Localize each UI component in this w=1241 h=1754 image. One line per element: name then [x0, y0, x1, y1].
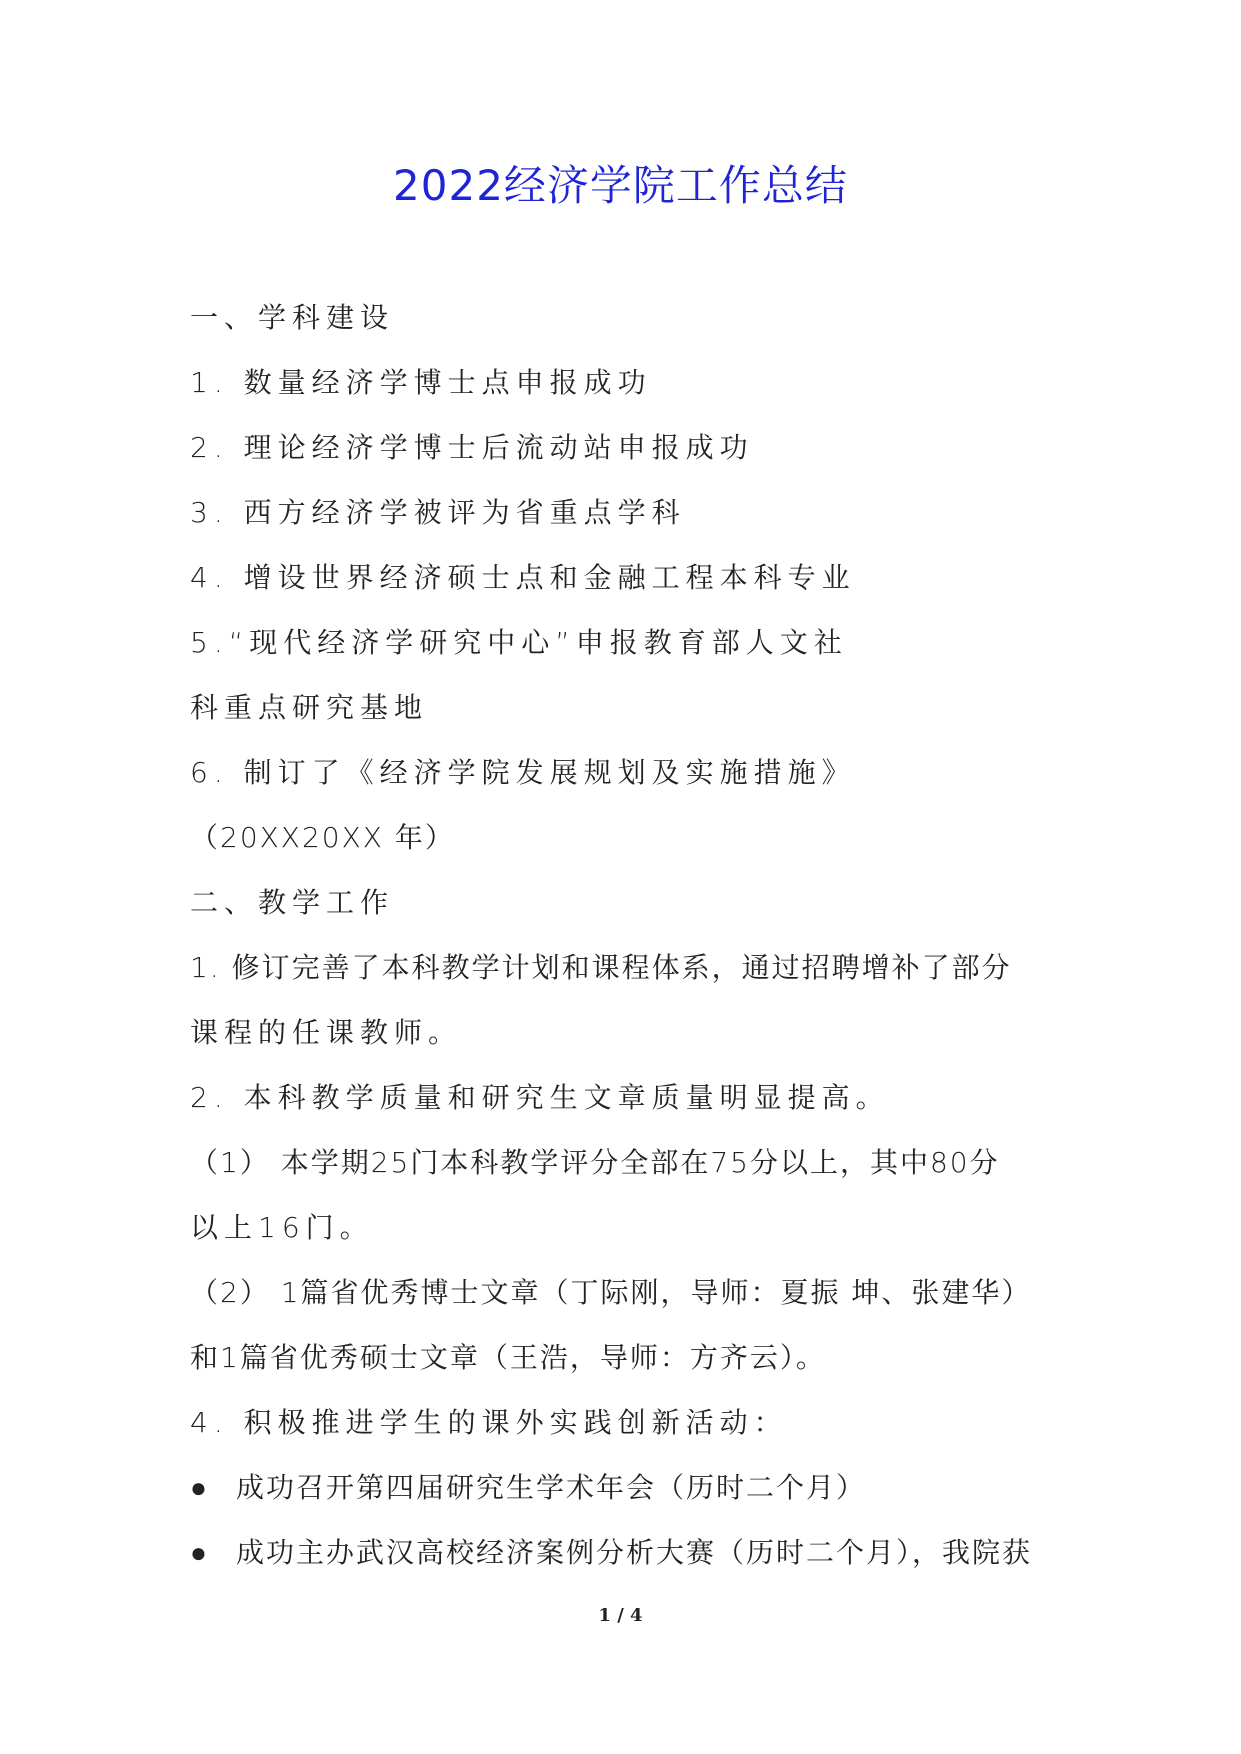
- paragraph-line: 2. 本科教学质量和研究生文章质量明显提高。: [190, 1081, 890, 1114]
- page-number: 1 / 4: [598, 1605, 643, 1626]
- paragraph-line: 课程的任课教师。: [190, 1016, 463, 1049]
- paragraph-line: 以上16门。: [190, 1211, 374, 1244]
- paragraph-line: （1） 本学期25门本科教学评分全部在75分以上，其中80分: [190, 1146, 1000, 1179]
- paragraph-line: 科重点研究基地: [190, 691, 429, 724]
- paragraph-line: （20XX20XX 年）: [190, 821, 455, 854]
- bullet-text: 成功主办武汉高校经济案例分析大赛（历时二个月），我院获: [236, 1536, 1033, 1569]
- paragraph-line: 和1篇省优秀硕士文章（王浩，导师：方齐云）。: [190, 1341, 826, 1374]
- bullet-icon: ●: [190, 1471, 207, 1504]
- paragraph-line: 6. 制订了《经济学院发展规划及实施措施》: [190, 756, 856, 789]
- bullet-text: 成功召开第四届研究生学术年会（历时二个月）: [236, 1471, 867, 1504]
- paragraph-line: 1. 数量经济学博士点申报成功: [190, 366, 652, 399]
- bullet-icon: ●: [190, 1536, 207, 1569]
- paragraph-line: （2） 1篇省优秀博士文章（丁际刚，导师：夏振 坤、张建华）: [190, 1276, 1032, 1309]
- section-heading-teaching: 二、教学工作: [190, 886, 395, 919]
- bullet-item: [190, 1455, 1070, 1520]
- paragraph-line: 3. 西方经济学被评为省重点学科: [190, 496, 686, 529]
- paragraph-line: 2. 理论经济学博士后流动站申报成功: [190, 431, 754, 464]
- document-body: [190, 285, 1070, 1585]
- paragraph-line: 4. 增设世界经济硕士点和金融工程本科专业: [190, 561, 856, 594]
- paragraph-line: 4. 积极推进学生的课外实践创新活动：: [190, 1406, 788, 1439]
- bullet-item: [190, 1520, 1070, 1585]
- document-title: 2022经济学院工作总结: [393, 161, 848, 210]
- paragraph-line: 1. 修订完善了本科教学计划和课程体系，通过招聘增补了部分: [190, 951, 1012, 984]
- section-heading-discipline: 一、学科建设: [190, 301, 395, 334]
- paragraph-line: 5.“现代经济学研究中心”申报教育部人文社: [190, 626, 848, 659]
